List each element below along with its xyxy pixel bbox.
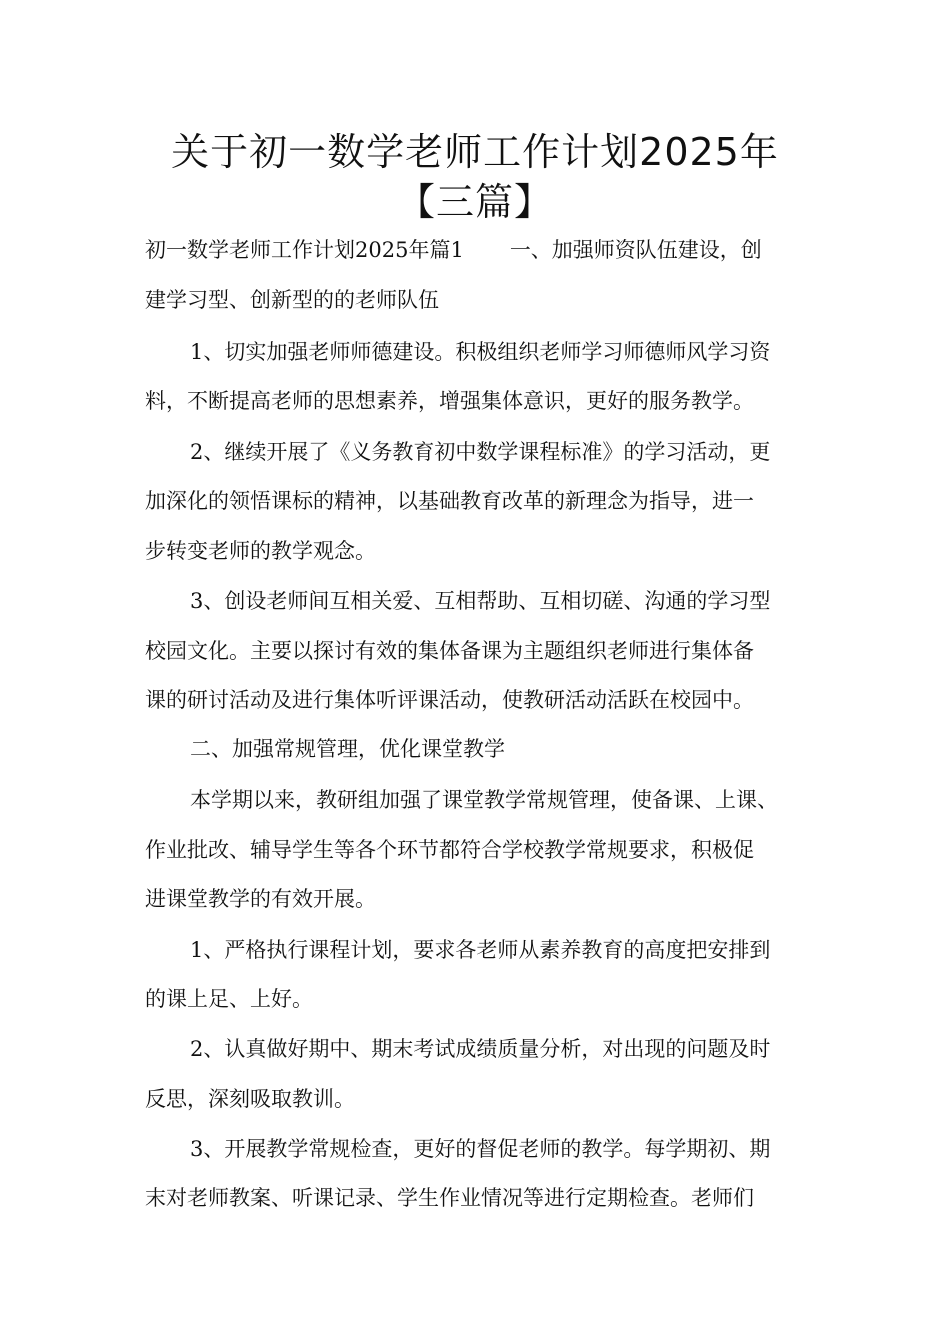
body-line-15: 1、严格执行课程计划，要求各老师从素养教育的高度把安排到 (190, 938, 771, 962)
body-line-20: 末对老师教案、听课记录、学生作业情况等进行定期检查。老师们 (145, 1186, 754, 1210)
body-line-19: 3、开展教学常规检查，更好的督促老师的教学。每学期初、期 (190, 1137, 771, 1161)
body-line-1 (145, 236, 815, 264)
body-line-4: 料，不断提高老师的思想素养，增强集体意识，更好的服务教学。 (145, 389, 754, 413)
body-line-9: 校园文化。主要以探讨有效的集体备课为主题组织老师进行集体备 (145, 639, 754, 663)
section-heading-piece-1: 初一数学老师工作计划2025年篇1 (145, 238, 464, 262)
body-line-6: 加深化的领悟课标的精神，以基础教育改革的新理念为指导，进一 (145, 489, 754, 513)
body-line-10: 课的研讨活动及进行集体听评课活动，使教研活动活跃在校园中。 (145, 688, 754, 712)
body-line-1-continuation: 一、加强师资队伍建设，创 (509, 238, 762, 262)
body-line-8: 3、创设老师间互相关爱、互相帮助、互相切磋、沟通的学习型 (190, 589, 771, 613)
document-title-line-1: 关于初一数学老师工作计划2025年 (171, 130, 779, 174)
body-line-3: 1、切实加强老师师德建设。积极组织老师学习师德师风学习资 (190, 340, 771, 364)
body-line-2: 建学习型、创新型的的老师队伍 (145, 288, 439, 312)
body-line-14: 进课堂教学的有效开展。 (145, 887, 376, 911)
body-line-13: 作业批改、辅导学生等各个环节都符合学校教学常规要求，积极促 (145, 838, 754, 862)
section-heading-2: 二、加强常规管理，优化课堂教学 (190, 737, 505, 761)
body-line-17: 2、认真做好期中、期末考试成绩质量分析，对出现的问题及时 (190, 1037, 771, 1061)
body-line-16: 的课上足、上好。 (145, 987, 313, 1011)
body-line-12: 本学期以来，教研组加强了课堂教学常规管理，使备课、上课、 (190, 788, 778, 812)
body-line-18: 反思，深刻吸取教训。 (145, 1087, 355, 1111)
document-title-line-2: 【三篇】 (396, 180, 553, 224)
body-line-5: 2、继续开展了《义务教育初中数学课程标准》的学习活动，更 (190, 440, 771, 464)
body-line-7: 步转变老师的教学观念。 (145, 539, 376, 563)
